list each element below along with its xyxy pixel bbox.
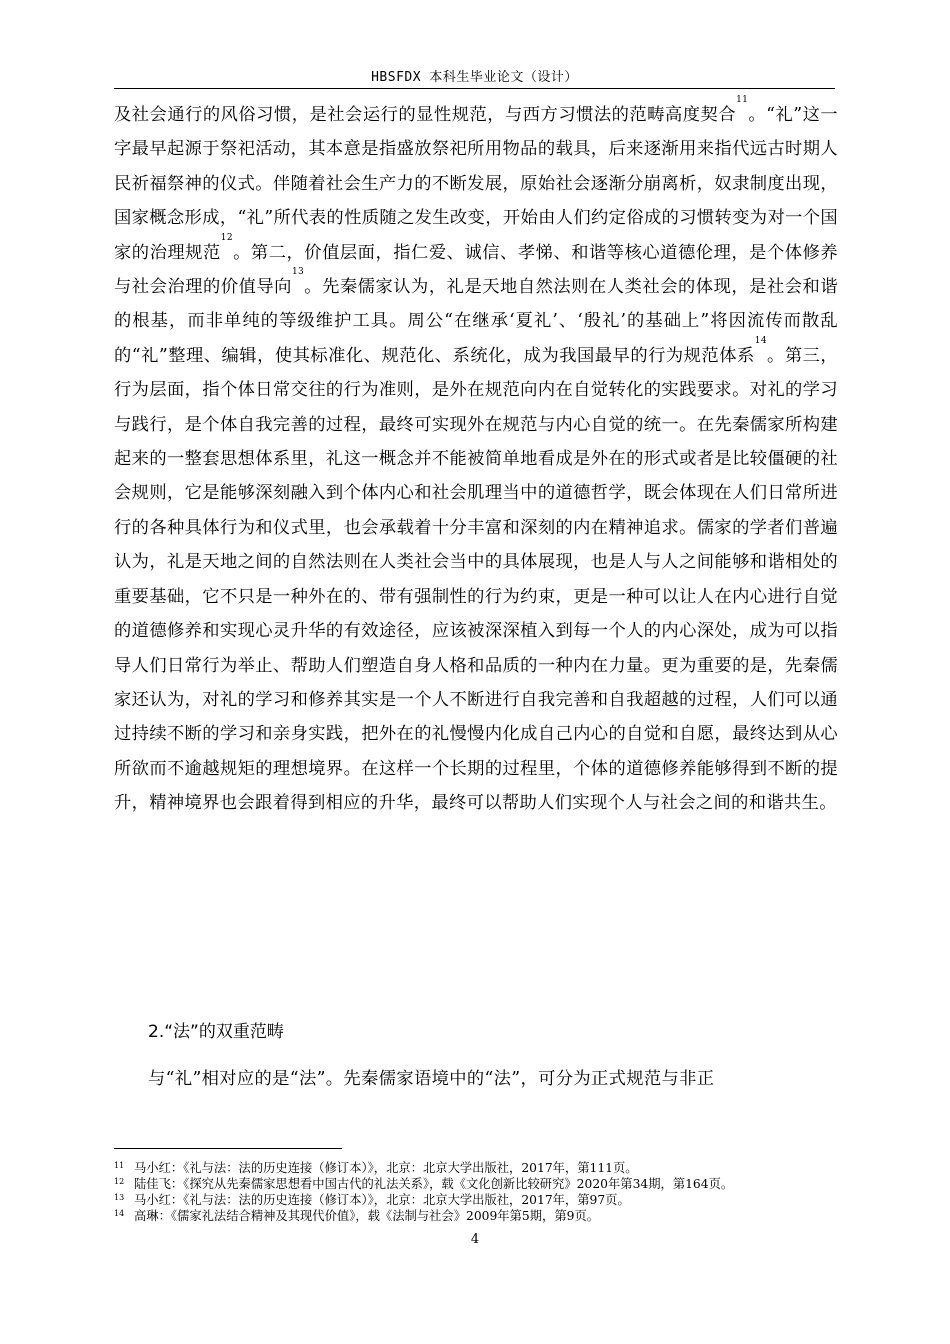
footnote-divider: [114, 1148, 342, 1149]
footnote-number: 12: [114, 1177, 125, 1186]
paragraph-1-part-5: 。第三，行为层面，指个体日常交往的行为准则，是外在规范向内在自觉转化的实践要求。对礼的学习与践行，是个体自我完善的过程，最终可实现外在规范与内心自觉的统一。在先秦儒家所构建起来的一整套思想体系里，礼这一概念并不能被简单地看成是外在的形式或者是比较僵硬的社会规则，它是能够深刻融入到个体内心和社会肌理当中的道德哲学，既会体现在人们日常所进行的各种具体行为和仪式里，也会承载着十分丰富和深刻的内在精神追求。儒家的学者们普遍认为，礼是天地之间的自然法则在人类社会当中的具体展现，也是人与人之间能够和谐相处的重要基础，它不只是一种外在的、带有强制性的行为约束，更是一种可以让人在内心进行自觉的道德修养和实现心灵升华的有效途径，应该被深深植入到每一个人的内心深处，成为可以指导人们日常行为举止、帮助人们塑造自身人格和品质的一种内在力量。更为重要的是，先秦儒家还认为，对礼的学习和修养其实是一个人不断进行自我完善和自我超越的过程，人们可以通过持续不断的学习和亲身实践，把外在的礼慢慢内化成自己内心的自觉和自愿，最终达到从心所欲而不逾越规矩的理想境界。在这样一个长期的过程里，个体的道德修养能够得到不断的提升，精神境界也会跟着得到相应的升华，最终可以帮助人们实现个人与社会之间的和谐共生。: [114, 345, 839, 814]
footnote-ref-11[interactable]: 11: [736, 95, 749, 105]
paragraph-1-part-4: 。先秦儒家认为，礼是天地自然法则在人类社会的体现，是社会和谐的根基，而非单纯的等级维护工具。周公“在继承‘夏礼’、‘殷礼’的基础上”将因流传而散乱的“礼”整理、编辑，使其标准化、规范化、系统化，成为我国最早的行为规范体系: [114, 277, 838, 366]
footnote-ref-13[interactable]: 13: [291, 267, 305, 278]
footnote-number: 13: [114, 1193, 125, 1202]
footnote-text: 马小红：《礼与法：法的历史连接（修订本）》，北京：北京大学出版社，2017年，第97页。: [134, 1193, 630, 1207]
footnote-text: 高琳：《儒家礼法结合精神及其现代价值》，载《法制与社会》2009年第5期，第9页。: [134, 1209, 600, 1223]
footnote-number: 11: [114, 1161, 125, 1170]
footnote-ref-12[interactable]: 12: [220, 232, 233, 243]
footnote-number: 14: [114, 1209, 125, 1218]
paragraph-1-part-3: 。第二，价值层面，指仁爱、诚信、孝悌、和谐等核心道德伦理，是个体修养与社会治理的价值导向: [114, 242, 838, 298]
paragraph-2: 与“礼”相对应的是“法”。先秦儒家语境中的“法”，可分为正式规范与非正: [148, 1069, 715, 1089]
paragraph-1: [114, 95, 839, 821]
body-text: [114, 95, 839, 821]
page-header: HBSFDX 本科生毕业论文（设计）: [371, 70, 578, 85]
footnote-item: [114, 1176, 844, 1192]
paragraph-1-part-2: 。“礼”这一字最早起源于祭祀活动，其本意是指盛放祭祀所用物品的载具，后来逐渐用来指代远古时期人民祈福祭神的仪式。伴随着社会生产力的不断发展，原始社会逐渐分崩离析，奴隶制度出现，国家概念形成，“礼”所代表的性质随之发生改变，开始由人们约定俗成的习惯转变为对一个国家的治理规范: [114, 105, 838, 263]
page-number: 4: [470, 1232, 480, 1247]
footnote-ref-14[interactable]: 14: [754, 335, 767, 346]
footnotes: [114, 1160, 844, 1224]
paragraph-1-part-1: 及社会通行的风俗习惯，是社会运行的显性规范，与西方习惯法的范畴高度契合: [114, 105, 737, 125]
footnote-item: [114, 1192, 844, 1208]
footnote-text: 马小红：《礼与法：法的历史连接（修订本）》，北京：北京大学出版社，2017年，第111页。: [134, 1161, 638, 1175]
footnote-item: [114, 1160, 844, 1176]
section-heading: 2.“法”的双重范畴: [148, 1022, 284, 1042]
footnote-item: [114, 1208, 844, 1224]
footnote-text: 陆佳飞：《探究从先秦儒家思想看中国古代的礼法关系》，载《文化创新比较研究》2020年第34期，第164页。: [134, 1177, 734, 1191]
header-divider: [114, 88, 835, 89]
